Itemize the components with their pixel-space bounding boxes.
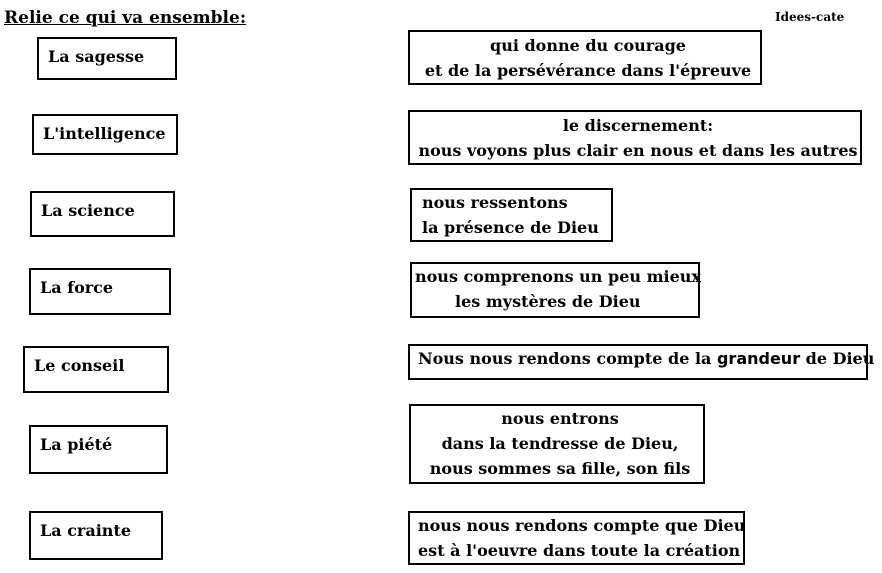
gift-box-science[interactable] [30,191,175,237]
definition-line: la présence de Dieu [422,218,599,237]
definition-box-presence[interactable] [410,188,613,242]
definition-line: le discernement: [562,116,714,135]
definition-box-creation[interactable] [408,511,745,565]
worksheet-title: Relie ce qui va ensemble: [4,8,247,28]
definition-line: les mystères de Dieu [455,292,641,311]
gift-box-crainte[interactable] [29,511,163,560]
definition-line: qui donne du courage [490,36,686,55]
definition-line: nous nous rendons compte que Dieu [418,516,746,535]
definition-box-discernement[interactable] [408,110,862,165]
definition-emphasis: grandeur [716,349,801,368]
credit-label: Idees-cate [775,10,845,24]
definition-line: nous entrons [501,409,619,428]
gift-label: La sagesse [48,47,145,66]
gift-box-intelligence[interactable] [32,114,178,155]
gift-box-sagesse[interactable] [37,37,177,80]
definition-box-mysteres[interactable] [410,262,700,318]
definition-line: nous ressentons [422,193,568,212]
definition-box-grandeur[interactable] [408,344,875,380]
gift-label: L'intelligence [43,124,166,143]
definition-line: nous comprenons un peu mieux [415,267,701,286]
definition-line: est à l'oeuvre dans toute la création [418,541,741,560]
gift-label: La force [40,278,114,297]
definition-line: dans la tendresse de Dieu, [441,434,679,453]
gift-box-piete[interactable] [29,425,168,474]
definition-line [418,346,875,371]
definition-line: et de la persévérance dans l'épreuve [424,61,752,80]
gift-label: La science [41,201,135,220]
gift-label: La crainte [40,521,132,540]
definition-line: nous voyons plus clair en nous et dans les autres [418,141,858,160]
definition-text-after: de Dieu [800,349,875,368]
definition-text-before: Nous nous rendons compte de la [418,349,717,368]
gift-box-conseil[interactable] [23,346,169,393]
gift-label: Le conseil [34,356,125,375]
definition-box-courage[interactable] [408,30,762,85]
gift-box-force[interactable] [29,268,171,315]
definition-line: nous sommes sa fille, son fils [429,459,691,478]
definition-box-tendresse[interactable] [409,404,705,484]
gift-label: La piété [40,435,113,454]
